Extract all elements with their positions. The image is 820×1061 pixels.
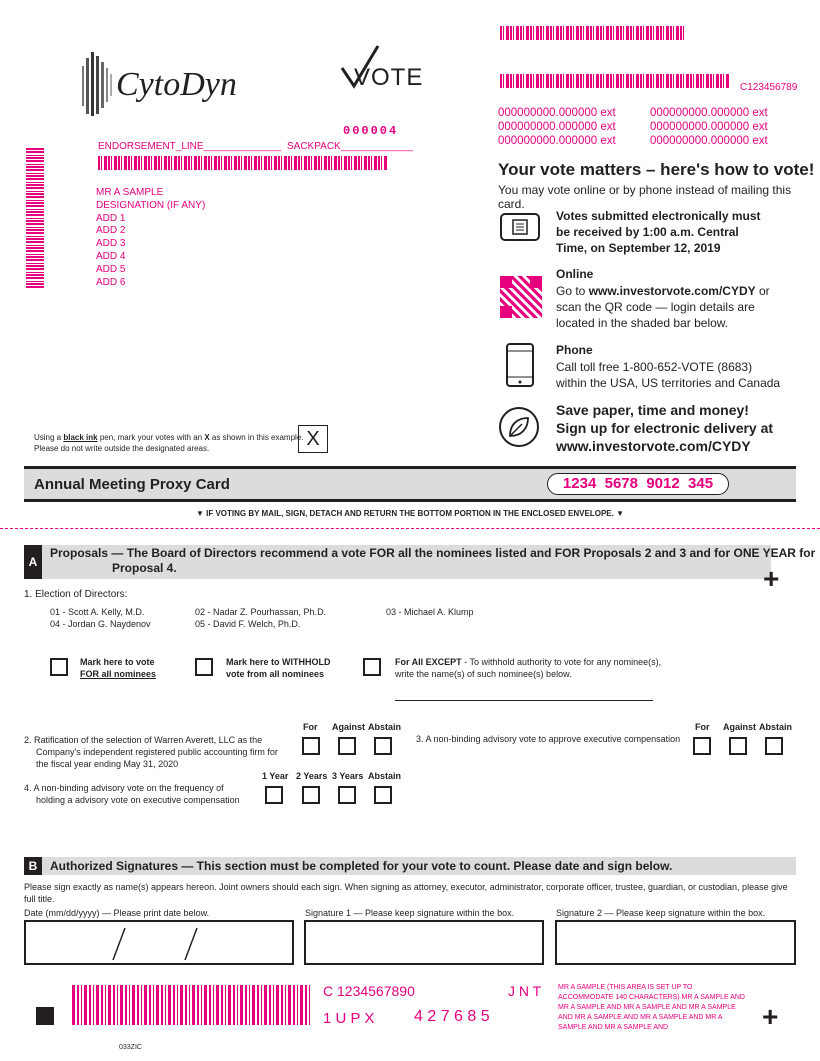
footer-barcode: [72, 985, 312, 1025]
freq-3-years: 3 Years: [332, 771, 364, 781]
address-line: ADD 5: [96, 263, 126, 275]
col-abstain-p3: Abstain: [759, 722, 793, 732]
nominee: 05 - David F. Welch, Ph.D.: [195, 619, 301, 629]
vote-for-all-label: Mark here to vote FOR all nominees: [80, 657, 157, 679]
ext-line: 000000000.000000 ext: [498, 107, 616, 119]
signature-2-box[interactable]: [555, 920, 796, 965]
card-number: 1234 5678 9012 345: [562, 475, 714, 492]
card-bottom-rule: [24, 499, 796, 502]
sequence-number: 000004: [343, 124, 399, 138]
control-code: C123456789: [740, 82, 798, 93]
proposal-2-text: 2. Ratification of the selection of Warren Averett, LLC as the Company's independent registered public accounting firm for the fiscal year ending May 31, 2020: [24, 735, 278, 769]
online-post: or scan the QR code — login details are located in the shaded bar below.: [556, 284, 770, 330]
proxy-card-title: Annual Meeting Proxy Card: [34, 476, 230, 493]
footer-code-2: 1 U P X: [323, 1010, 375, 1027]
top-barcode: [500, 26, 685, 40]
plus-mark: +: [763, 563, 780, 594]
p4-3-years-checkbox[interactable]: [338, 786, 356, 804]
col-against-p3: Against: [723, 722, 757, 732]
postal-barcode: [98, 156, 388, 170]
nominee: 02 - Nadar Z. Pourhassan, Ph.D.: [195, 607, 327, 617]
col-for-p2: For: [303, 722, 318, 732]
qr-code-icon: [500, 276, 542, 318]
ink-instructions: Using a black ink pen, mark your votes with an X as shown in this example. Please do not write outside the designated areas.: [34, 433, 304, 453]
form-code: 033ZIC: [119, 1044, 142, 1051]
withhold-all-label: Mark here to WITHHOLD vote from all nominees: [226, 657, 331, 679]
footer-code-1: C 1234567890: [323, 983, 415, 999]
address-line: ADD 2: [96, 225, 126, 237]
section-b-title: Authorized Signatures — This section must be completed for your vote to count. Please date and sign below.: [50, 859, 673, 873]
detach-instructions: ▼ IF VOTING BY MAIL, SIGN, DETACH AND RETURN THE BOTTOM PORTION IN THE ENCLOSED ENVELOPE. ▼: [195, 509, 624, 518]
control-barcode: [500, 74, 730, 88]
computer-icon: [500, 212, 540, 249]
leaf-icon: [498, 406, 540, 453]
date-slash-icon: [24, 920, 294, 965]
signature-2-label: Signature 2 — Please keep signature within the box.: [556, 908, 766, 918]
col-for-p3: For: [695, 722, 710, 732]
card-number-pill: [547, 473, 729, 495]
example-mark-box: [298, 425, 328, 453]
p4-2-years-checkbox[interactable]: [302, 786, 320, 804]
col-abstain-p2: Abstain: [368, 722, 402, 732]
freq-2-years: 2 Years: [296, 771, 328, 781]
phone-text: Call toll free 1-800-652-VOTE (8683) within the USA, US territories and Canada: [556, 360, 781, 390]
online-pre: Go to: [556, 284, 589, 298]
footer-code-3: 4 2 7 6 8 5: [414, 1008, 490, 1025]
vote-subline: You may vote online or by phone instead of mailing this card.: [498, 183, 792, 211]
p2-against-checkbox[interactable]: [338, 737, 356, 755]
except-write-in-line[interactable]: [395, 700, 653, 701]
footer-plus: +: [762, 1001, 779, 1032]
proposal-3-text: 3. A non-binding advisory vote to approve executive compensation: [416, 734, 681, 744]
p4-abstain-checkbox[interactable]: [374, 786, 392, 804]
vote-text: VOTE: [354, 64, 424, 91]
freq-1-year: 1 Year: [262, 771, 289, 781]
ext-line: 000000000.000000 ext: [650, 107, 768, 119]
detach-line: [0, 528, 820, 529]
save-line-3[interactable]: www.investorvote.com/CYDY: [556, 438, 751, 454]
footer-sample-text: MR A SAMPLE (THIS AREA IS SET UP TO ACCOMMODATE 140 CHARACTERS) MR A SAMPLE AND MR A SAMPLE AND MR A SAMPLE AND MR A SAMPLE AND MR A SAMPLE AND MR A SAMPLE AND MR A SAMPLE AND MR A SAMPLE AND: [558, 984, 745, 1031]
signature-1-box[interactable]: [304, 920, 544, 965]
ext-line: 000000000.000000 ext: [498, 121, 616, 133]
withhold-all-checkbox[interactable]: [195, 658, 213, 676]
ext-line: 000000000.000000 ext: [650, 121, 768, 133]
address-line: ADD 4: [96, 250, 126, 262]
address-line: ADD 1: [96, 212, 126, 224]
ext-line: 000000000.000000 ext: [498, 135, 616, 147]
company-logo: [82, 52, 252, 122]
deadline-text: Votes submitted electronically must be received by 1:00 a.m. Central Time, on September 12, 2019: [556, 209, 761, 255]
address-line: MR A SAMPLE: [96, 187, 164, 198]
side-barcode: [26, 148, 44, 288]
date-label: Date (mm/dd/yyyy) — Please print date below.: [24, 908, 210, 918]
save-line-2: Sign up for electronic delivery at: [556, 420, 774, 436]
section-b-letter: B: [24, 857, 42, 875]
online-url[interactable]: www.investorvote.com/CYDY: [588, 284, 756, 298]
phone-icon: [506, 343, 534, 392]
phone-title: Phone: [556, 343, 593, 357]
p3-for-checkbox[interactable]: [693, 737, 711, 755]
address-line: ADD 3: [96, 238, 126, 250]
address-line: ADD 6: [96, 276, 126, 288]
nominee: 03 - Michael A. Klump: [386, 607, 474, 617]
mailing-address: [96, 187, 205, 289]
save-line-1: Save paper, time and money!: [556, 402, 749, 418]
p4-1-year-checkbox[interactable]: [265, 786, 283, 804]
logo-bars-icon: [82, 52, 118, 116]
election-title: 1. Election of Directors:: [24, 589, 128, 600]
signing-instruction: Please sign exactly as name(s) appears hereon. Joint owners should each sign. When signing as attorney, executor, administrator, corporate officer, trustee, guardian, or custodian, please give full title.: [24, 882, 788, 904]
date-box[interactable]: [24, 920, 294, 965]
example-x: X: [306, 428, 320, 450]
online-title: Online: [556, 267, 594, 281]
vote-headline: Your vote matters – here's how to vote!: [498, 160, 815, 179]
signature-1-label: Signature 1 — Please keep signature within the box.: [305, 908, 515, 918]
ext-line: 000000000.000000 ext: [650, 135, 768, 147]
p3-against-checkbox[interactable]: [729, 737, 747, 755]
corner-square: [36, 1007, 54, 1025]
address-line: DESIGNATION (IF ANY): [96, 199, 206, 211]
p2-abstain-checkbox[interactable]: [374, 737, 392, 755]
endorsement-line: ENDORSEMENT_LINE______________ SACKPACK_____________: [98, 141, 414, 152]
proposal-4-text: 4. A non-binding advisory vote on the frequency of holding a advisory vote on executive compensation: [24, 783, 240, 805]
footer-jnt: J N T: [508, 983, 542, 999]
for-all-except-checkbox[interactable]: [363, 658, 381, 676]
vote-for-all-checkbox[interactable]: [50, 658, 68, 676]
company-name: CytoDyn: [116, 66, 237, 103]
section-a-title: Proposals — The Board of Directors recommend a vote FOR all the nominees listed and FOR Proposals 2 and 3 and for ONE YEAR for Proposal 4.: [50, 546, 816, 575]
vote-logo: [340, 44, 424, 94]
nominee: 04 - Jordan G. Naydenov: [50, 619, 151, 629]
online-text: [556, 283, 776, 331]
p2-for-checkbox[interactable]: [302, 737, 320, 755]
for-all-except-label: For All EXCEPT - To withhold authority to vote for any nominee(s), write the name(s) of such nominee(s) below.: [395, 657, 662, 679]
section-a-letter: A: [24, 545, 42, 579]
freq-abstain: Abstain: [368, 771, 402, 781]
p3-abstain-checkbox[interactable]: [765, 737, 783, 755]
col-against-p2: Against: [332, 722, 366, 732]
save-paper: [556, 401, 773, 455]
nominee: 01 - Scott A. Kelly, M.D.: [50, 607, 145, 617]
